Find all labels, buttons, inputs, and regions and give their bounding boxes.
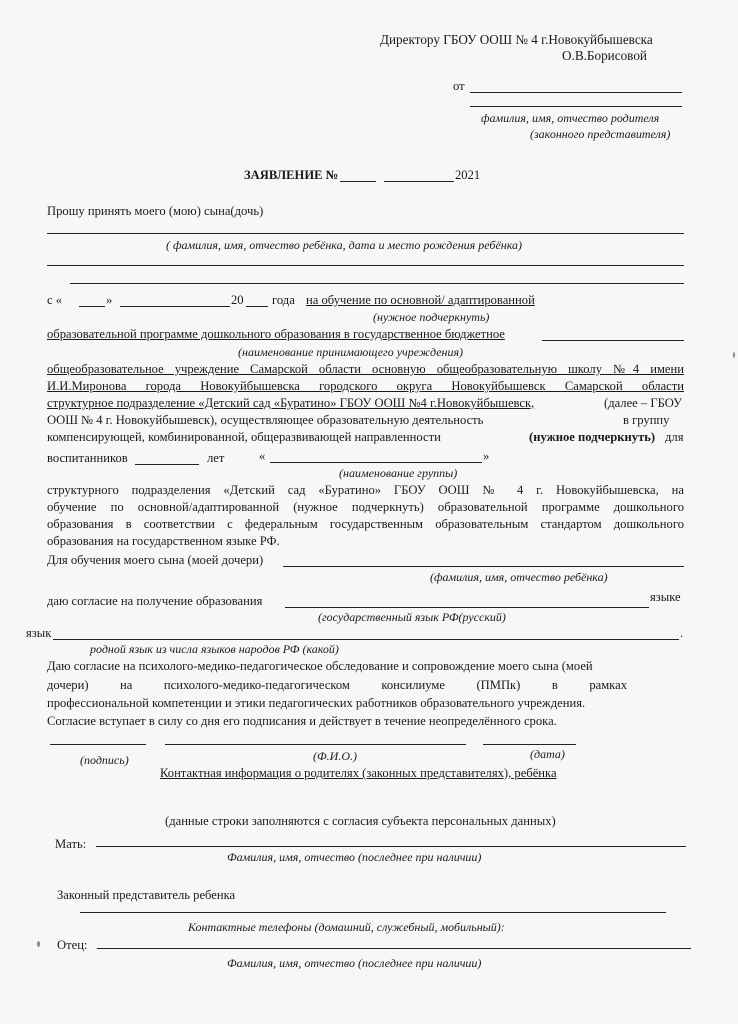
mother-line[interactable] [96,846,686,847]
date-mid: » [106,293,113,307]
title-year: 2021 [455,168,481,182]
education-type: на обучение по основной/ адаптированной [306,293,535,307]
pupils-age-line[interactable] [135,464,199,465]
date-line[interactable] [483,744,576,745]
consent-language-label: даю согласие на получение образования [47,594,263,608]
para2-line-1: структурного подразделения «Детский сад «Буратино» ГБОУ ООШ № 4 г. Новокуйбышевска, на [47,483,684,497]
child-info-line-2[interactable] [47,265,684,266]
program-line-fill[interactable] [542,340,684,341]
from-line-2[interactable] [470,106,682,107]
request-line: Прошу принять моего (мою) сына(дочь) [47,204,264,218]
mother-caption: Фамилия, имя, отчество (последнее при наличии) [227,850,482,864]
institution-line-2: И.И.Миронова города Новокуйбышевска городского округа Новокуйбышевск Самарской области [47,379,684,393]
phones-caption: Контактные телефоны (домашний, служебный, мобильный): [188,920,505,934]
fio-caption: (Ф.И.О.) [313,749,357,763]
group-name-line[interactable] [270,462,482,463]
institution-line-3: структурное подразделение «Детский сад «Буратино» ГБОУ ООШ №4 г.Новокуйбышевск, [47,396,535,410]
institution-caption: (наименование принимающего учреждения) [238,345,464,359]
institution-line-4: ООШ № 4 г. Новокуйбышевск), осуществляющее образовательную деятельность [47,413,484,427]
father-caption: Фамилия, имя, отчество (последнее при наличии) [227,956,482,970]
language-end: . [680,626,684,640]
title-prefix: ЗАЯВЛЕНИЕ № [244,168,339,182]
para2-line-2: обучение по основной/адаптированной (нужное подчеркнуть) образовательной программе дошкольного [47,500,684,514]
contacts-note: (данные строки заполняются с согласия субъекта персональных данных) [165,814,556,828]
child-info-line[interactable] [47,233,684,234]
signature-caption: (подпись) [80,753,129,767]
institution-line-5: компенсирующей, комбинированной, общеразвивающей направленности [47,430,441,444]
pmpk-line-1: Даю согласие на психолого-медико-педагогическое обследование и сопровождение моего сына (моей [47,659,593,673]
contacts-heading: Контактная информация о родителях (законных представителях), ребёнка [160,766,557,780]
program-line: образовательной программе дошкольного образования в государственное бюджетное [47,327,505,341]
father-label: Отец: [57,938,88,952]
state-language-caption: (государственный язык РФ(русский) [318,610,506,624]
from-label: от [453,79,465,93]
guardian-line[interactable] [80,912,666,913]
para2-line-4: образования на государственном языке РФ. [47,534,280,548]
pupils-label: воспитанников [47,451,128,465]
title-number-line-2[interactable] [384,181,454,182]
pmpk-line-2: дочери) на психолого-медико-педагогическом консилиуме (ПМПк) в рамках [47,678,627,692]
pmpk-line-4: Согласие вступает в силу со дня его подписания и действует в течение неопределённого срока. [47,714,557,728]
language-word: языке [650,590,681,604]
para2-line-3: образования в соответствии с федеральным государственным образовательным стандартом дошкольного [47,517,684,531]
date-20: 20 [231,293,244,307]
date-year-word: года [272,293,295,307]
child-info-line-3[interactable] [70,283,684,284]
addressee-line-1: Директору ГБОУ ООШ № 4 г.Новокуйбышевска [380,32,653,47]
child-name-caption: (фамилия, имя, отчество ребёнка) [430,570,608,584]
date-prefix: с « [47,293,63,307]
group-quote-close: » [483,449,490,463]
group-quote-open: « [259,449,266,463]
institution-line-3-rest: (далее – ГБОУ [604,396,683,410]
for-education-label: Для обучения моего сына (моей дочери) [47,553,264,567]
language-label: язык [26,626,52,640]
institution-line-5-end: для [665,430,684,444]
institution-line-1: общеобразовательное учреждение Самарской области основную общеобразовательную школу №4 имени [47,362,684,376]
group-caption: (наименование группы) [339,466,458,480]
date-year-line[interactable] [246,306,268,307]
scan-speck-edge [733,352,735,358]
native-language-line[interactable] [53,639,679,640]
years-label: лет [207,451,225,465]
institution-line-5-hint: (нужное подчеркнуть) [529,430,656,444]
title-number-line[interactable] [340,181,376,182]
addressee-line-2: О.В.Борисовой [562,48,647,63]
child-caption: ( фамилия, имя, отчество ребёнка, дата и место рождения ребёнка) [166,238,523,252]
father-line[interactable] [97,948,691,949]
for-education-line[interactable] [283,566,684,567]
pmpk-line-3: профессиональной компетенции и этики педагогических работников образовательного учреждения. [47,696,586,710]
parent-caption-2: (законного представителя) [530,127,671,141]
signature-line[interactable] [50,744,146,745]
fio-line[interactable] [165,744,466,745]
scan-speck [37,941,40,947]
guardian-label: Законный представитель ребенка [57,888,236,902]
date-caption: (дата) [530,747,565,761]
date-day-line[interactable] [79,306,105,307]
from-line[interactable] [470,92,682,93]
mother-label: Мать: [55,837,87,851]
underline-hint-1: (нужное подчеркнуть) [373,310,490,324]
native-language-caption: родной язык из числа языков народов РФ (какой) [90,642,339,656]
consent-language-line[interactable] [285,607,649,608]
parent-caption-1: фамилия, имя, отчество родителя [481,111,660,125]
date-month-line[interactable] [120,306,230,307]
institution-line-4b: в группу [623,413,670,427]
